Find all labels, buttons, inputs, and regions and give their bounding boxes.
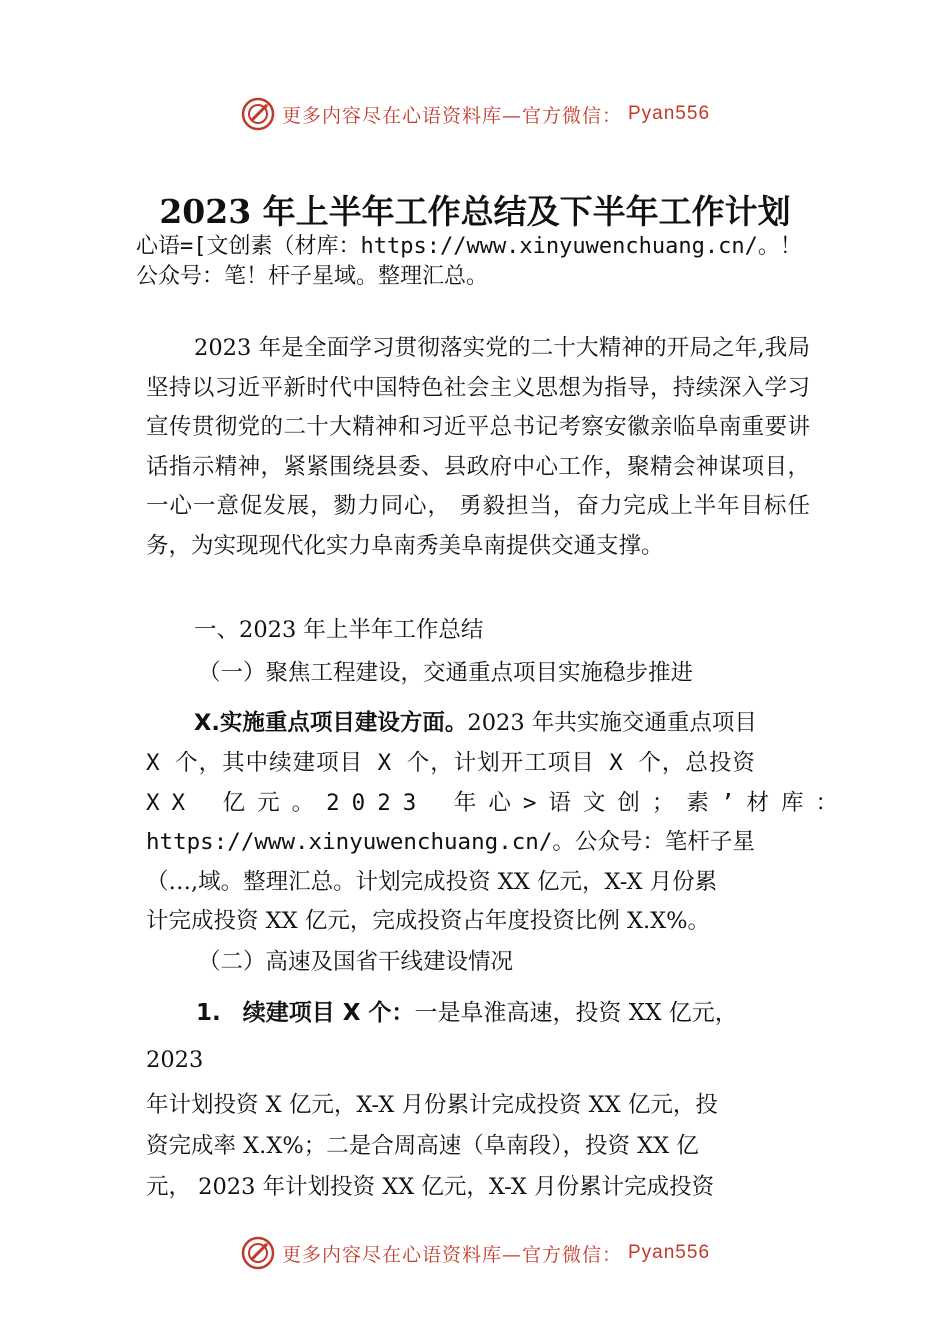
logo-icon <box>240 96 276 132</box>
item-1-line-3: 年计划投资 X 亿元，X-X 月份累计完成投资 XX 亿元，投 <box>146 1092 718 1118</box>
subsection-heading-1: （一）聚焦工程建设，交通重点项目实施稳步推进 <box>198 660 694 686</box>
item-1-year: 2023 <box>146 1047 204 1073</box>
item-1-bold-lead: 续建项目 X 个： <box>242 1000 415 1026</box>
para-x-bold-lead: X.实施重点项目建设方面。 <box>194 710 468 736</box>
para-x-line-2: X 个，其中续建项目 X 个，计划开工项目 X 个，总投资 <box>146 750 756 776</box>
item-1-line-1 <box>196 994 738 1027</box>
footer-banner <box>0 1233 950 1273</box>
subsection-heading-2: （二）高速及国省干线建设情况 <box>198 949 514 975</box>
wechat-id: Pyan556 <box>628 1242 711 1263</box>
para-x-line-1-rest: 2023 年共实施交通重点项目 <box>467 710 757 736</box>
item-1-number: 1. <box>196 1000 221 1026</box>
wechat-id: Pyan556 <box>628 103 711 124</box>
para-x-line-4: https://www.xinyuwenchuang.cn/。公众号：笔杆子星 <box>146 829 755 855</box>
item-1-line-1-rest: 一是阜淮高速，投资 XX 亿元， <box>414 1000 738 1026</box>
document-title: 2023 年上半年工作总结及下半年工作计划 <box>159 192 791 231</box>
intro-paragraph: 2023 年是全面学习贯彻落实党的二十大精神的开局之年,我局坚持以习近平新时代中国特色社会主义思想为指导，持续深入学习宣传贯彻党的二十大精神和习近平总书记考察安徽亲临阜南重要讲话指示精神，紧紧围绕县委、县政府中心工作，聚精会神谋项目，一心一意促发展，勠力同心， 勇毅担当，奋力完成上半年目标任务，为实现现代化实力阜南秀美阜南提供交通支撑。 <box>146 335 810 559</box>
para-x-line-1 <box>194 705 757 737</box>
source-note-line-1: 心语=[文创素（材库：https://www.xinyuwenchuang.cn/。！ <box>136 234 802 259</box>
logo-icon <box>240 1235 276 1271</box>
para-x-line-6: 计完成投资 XX 亿元，完成投资占年度投资比例 X.X%。 <box>146 908 711 934</box>
para-x-line-3: XX 亿元。2023 年心>语文创；素’材库： <box>146 790 850 816</box>
item-1-line-5: 元， 2023 年计划投资 XX 亿元，X-X 月份累计完成投资 <box>146 1174 715 1200</box>
para-x-line-5: （…,域。整理汇总。计划完成投资 XX 亿元，X-X 月份累 <box>146 869 718 895</box>
banner-text: 更多内容尽在心语资料库—官方微信： <box>281 104 622 127</box>
section-heading: 一、2023 年上半年工作总结 <box>194 617 484 643</box>
item-1-line-4: 资完成率 X.X%；二是合周高速（阜南段），投资 XX 亿 <box>146 1133 699 1159</box>
header-banner <box>0 94 950 134</box>
source-note-line-2: 公众号：笔！杆子星域。整理汇总。 <box>136 264 489 289</box>
banner-text: 更多内容尽在心语资料库—官方微信： <box>281 1243 622 1266</box>
